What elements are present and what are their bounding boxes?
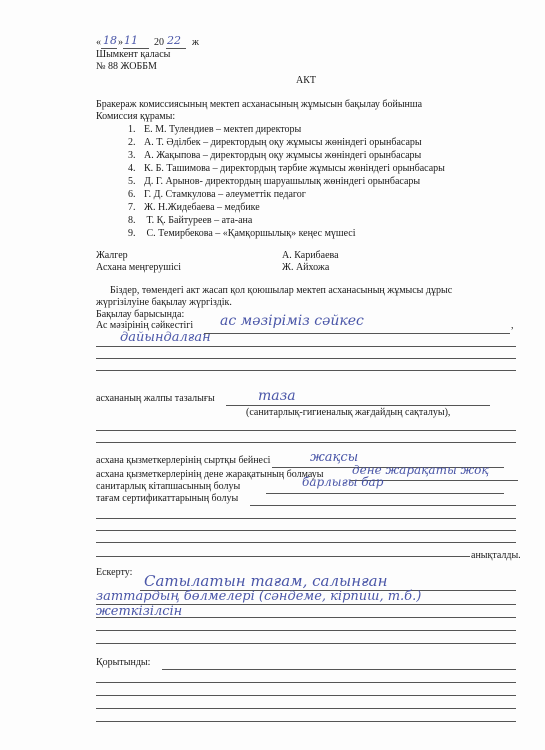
found-label: анықталды. [471, 550, 521, 561]
menu-comma: , [511, 320, 514, 331]
cert-label: тағам сертификаттарының болуы [96, 493, 239, 504]
note-line-3 [96, 617, 516, 618]
commission-heading: Комиссия құрамы: [96, 111, 176, 122]
commission-member: 8. Т. Қ. Байтуреев – ата-ана [128, 215, 253, 226]
blank-line [96, 643, 516, 644]
blank-line [96, 370, 516, 371]
blank-line [96, 542, 516, 543]
body-line-3: Бақылау барысында: [96, 309, 185, 320]
body-line-2: жүргізілуіне бақылау жүргіздік. [96, 297, 232, 308]
staff-label-manager: Асхана меңгерушісі [96, 262, 181, 273]
staff-name-tenant: А. Карибаева [282, 250, 339, 261]
commission-member: 3. А. Жақыпова – директордың оқу жұмысы жөніндегі орынбасары [128, 150, 422, 161]
document-title: АКТ [296, 75, 316, 86]
cert-line [250, 505, 516, 506]
blank-line [96, 358, 516, 359]
staff-label-tenant: Жалгер [96, 250, 128, 261]
commission-member: 2. А. Т. Әділбек – директордың оқу жұмысы жөніндегі орынбасары [128, 137, 422, 148]
book-label: санитарлық кітапшасының болуы [96, 481, 241, 492]
injury-handwriting: дене жарақаты жоқ [352, 463, 489, 477]
blank-line [96, 695, 516, 696]
clean-line [226, 405, 490, 406]
commission-member: 5. Д. Г. Арынов- директордың шаруашылық жөніндегі орынбасары [128, 176, 421, 187]
menu-line-1 [204, 333, 510, 334]
injury-label: асхана қызметкерлерінің дене жарақатының болмауы [96, 469, 324, 480]
uniform-handwriting: жақсы [310, 450, 359, 465]
body-line-1: Біздер, төмендегі акт жасап қол қоюшылар мектеп асханасының жұмысы дұрыс [110, 285, 453, 296]
menu-handwriting-1: ас мәзіріміз сәйкес [220, 313, 364, 329]
year-prefix: 20 [154, 37, 164, 48]
note-handwriting-3: жеткізілсін [96, 604, 183, 619]
menu-label: Ас мәзірінің сәйкестігі [96, 320, 194, 331]
book-handwriting: барлығы бар [302, 475, 384, 489]
blank-line [96, 721, 516, 722]
menu-line-2 [96, 346, 516, 347]
school-label: № 88 ЖОББМ [96, 61, 157, 72]
date-day: 18 [103, 34, 117, 47]
conclusion-label: Қорытынды: [96, 657, 151, 668]
blank-line [96, 430, 516, 431]
commission-member: 4. К. Б. Ташимова – директордың тәрбие жұмысы жөніндегі орынбасары [128, 163, 445, 174]
blank-line [96, 682, 516, 683]
clean-note: (санитарлық-гигиеналық жағдайдың сақталуы), [246, 407, 451, 418]
date-month: 11 [124, 34, 138, 47]
staff-name-manager: Ж. Айхожа [282, 262, 330, 273]
blank-line [96, 708, 516, 709]
commission-member: 1. Е. М. Тулендиев – мектеп директоры [128, 124, 302, 135]
commission-member: 9. С. Темирбекова – «Қамқоршылық» кеңес мүшесі [128, 228, 356, 239]
note-handwriting-1: Сатылатын тағам, салынған [144, 572, 388, 590]
blank-line [96, 530, 516, 531]
intro-line: Бракераж комиссиясының мектеп асханасының жұмысын бақылау бойынша [96, 99, 423, 110]
year-suffix: 22 [167, 34, 181, 47]
commission-member: 6. Г. Д. Стамкулова – әлеуметтік педагог [128, 189, 306, 200]
city-label: Шымкент қаласы [96, 49, 171, 60]
commission-list [128, 123, 445, 240]
date-sep: » [118, 37, 123, 48]
note-label: Ескерту: [96, 567, 133, 578]
conclusion-line [162, 669, 516, 670]
date-open: « [96, 37, 101, 48]
clean-label: асхананың жалпы тазалығы [96, 393, 215, 404]
note-handwriting-2: заттардың бөлмелері (сәндеме, кірпиш, т.б.) [96, 589, 422, 604]
blank-line [96, 630, 516, 631]
found-line [96, 556, 470, 557]
book-line [266, 493, 504, 494]
clean-handwriting: таза [258, 388, 296, 404]
blank-line [96, 442, 516, 443]
year-unit: ж [192, 37, 199, 48]
commission-member: 7. Ж. Н.Жидебаева – медбике [128, 202, 260, 213]
uniform-label: асхана қызметкерлерінің сыртқы бейнесі [96, 455, 271, 466]
blank-line [96, 518, 516, 519]
menu-handwriting-2: дайындалған [120, 330, 211, 345]
